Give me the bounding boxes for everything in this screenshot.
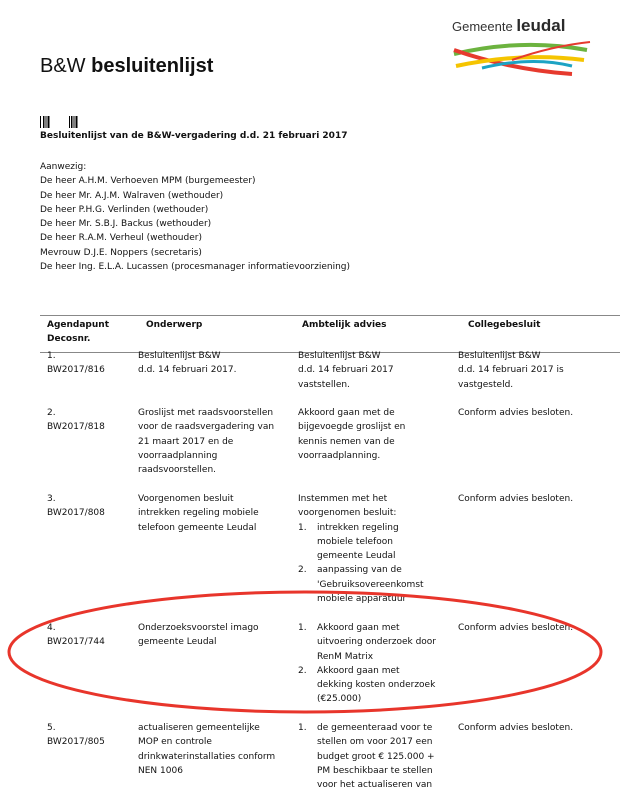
- cell-onderwerp: [138, 621, 259, 650]
- text-line: MOP en controle: [138, 737, 212, 748]
- text-line: mobiele telefoon: [317, 536, 393, 547]
- text-line: uitvoering onderzoek door: [317, 637, 437, 648]
- cell-advies: [298, 721, 435, 792]
- text-line: d.d. 14 februari 2017: [298, 365, 394, 376]
- text-line: Akkoord gaan met de: [298, 408, 395, 418]
- row-number: 5.: [47, 723, 56, 733]
- page-title: [40, 55, 213, 78]
- text-line: Conform advies besloten.: [458, 408, 574, 418]
- list-number: 2.: [298, 665, 307, 676]
- text-line: budget groot € 125.000 +: [317, 751, 435, 762]
- text-line: voor het actualiseren van: [317, 780, 433, 791]
- text-line: intrekken regeling mobiele: [138, 508, 259, 519]
- cell-advies: [298, 492, 424, 606]
- text-line: PM beschikbaar te stellen: [317, 765, 433, 776]
- header-onderwerp: Onderwerp: [146, 320, 203, 330]
- row-code: BW2017/744: [47, 637, 105, 648]
- document-subtitle: Besluitenlijst van de B&W-vergadering d.d. 21 februari 2017: [40, 131, 348, 141]
- cell-besluit: [458, 349, 564, 392]
- text-line: Conform advies besloten.: [458, 494, 574, 504]
- attendee: De heer Mr. S.B.J. Backus (wethouder): [40, 219, 212, 230]
- text-line: kennis nemen van de: [298, 436, 395, 447]
- row-code: BW2017/816: [47, 365, 105, 376]
- cell-besluit: [458, 406, 573, 420]
- text-line: voor de raadsvergadering van: [138, 422, 275, 433]
- row-number: 4.: [47, 623, 56, 633]
- text-line: dekking kosten onderzoek: [317, 680, 436, 691]
- text-line: de gemeenteraad voor te: [317, 723, 433, 733]
- cell-agendapunt: [47, 406, 105, 435]
- row-number: 1.: [47, 351, 56, 361]
- text-line: gemeente Leudal: [138, 637, 217, 648]
- cell-besluit: [458, 621, 573, 635]
- row-number: 2.: [47, 408, 56, 418]
- text-line: Groslijst met raadsvoorstellen: [138, 408, 274, 418]
- attendee: De heer P.H.G. Verlinden (wethouder): [40, 204, 209, 215]
- gemeente-leudal-logo: [452, 16, 592, 80]
- row-number: 3.: [47, 494, 56, 504]
- cell-advies: [298, 406, 405, 463]
- attendance-list: [40, 160, 350, 274]
- logo-text-regular: Gemeente: [452, 19, 513, 34]
- cell-agendapunt: [47, 349, 105, 378]
- text-line: vaststellen.: [298, 379, 350, 390]
- text-line: Akkoord gaan met: [317, 623, 400, 633]
- text-line: Besluitenlijst B&W: [298, 351, 381, 361]
- list-number: 1.: [298, 522, 307, 533]
- list-number: 2.: [298, 565, 307, 576]
- row-code: BW2017/808: [47, 508, 105, 519]
- attendee: De heer Mr. A.J.M. Walraven (wethouder): [40, 190, 224, 201]
- attendee: De heer R.A.M. Verheul (wethouder): [40, 233, 202, 244]
- text-line: 'Gebruiksovereenkomst: [317, 579, 424, 590]
- attendee: De heer Ing. E.L.A. Lucassen (procesmanager informatievoorziening): [40, 262, 351, 273]
- logo-swoosh-icon: [452, 40, 592, 80]
- logo-text-bold: leudal: [516, 16, 566, 35]
- attendance-label: Aanwezig:: [40, 162, 87, 172]
- title-bold: besluitenlijst: [91, 55, 214, 77]
- text-line: Conform advies besloten.: [458, 623, 574, 633]
- cell-besluit: [458, 721, 573, 735]
- header-advies: Ambtelijk advies: [302, 320, 387, 330]
- advice-list-item: [298, 563, 424, 606]
- cell-besluit: [458, 492, 573, 506]
- text-line: voorgenomen besluit:: [298, 508, 397, 519]
- text-line: aanpassing van de: [317, 565, 402, 576]
- text-line: NEN 1006: [138, 765, 183, 776]
- advice-list-item: [298, 621, 436, 664]
- text-line: Onderzoeksvoorstel imago: [138, 623, 259, 633]
- row-code: BW2017/818: [47, 422, 105, 433]
- header-agendapunt: [47, 318, 109, 347]
- cell-agendapunt: [47, 492, 105, 521]
- text-line: 21 maart 2017 en de: [138, 436, 234, 447]
- header-besluit: Collegebesluit: [468, 320, 541, 330]
- row-code: BW2017/805: [47, 737, 105, 748]
- advice-list-item: [298, 721, 435, 792]
- cell-onderwerp: [138, 349, 237, 378]
- text-line: gemeente Leudal: [317, 551, 396, 562]
- text-line: intrekken regeling: [317, 522, 399, 533]
- text-line: stellen om voor 2017 een: [317, 737, 433, 748]
- text-line: voorraadplanning: [138, 450, 218, 461]
- text-line: drinkwaterinstallaties conform: [138, 751, 276, 762]
- text-line: Besluitenlijst B&W: [458, 351, 541, 361]
- table-top-rule: [40, 315, 620, 316]
- barcode-icon: [40, 116, 80, 128]
- cell-onderwerp: [138, 406, 274, 477]
- text-line: Akkoord gaan met: [317, 665, 400, 676]
- header-decosnr-text: Decosnr.: [47, 334, 91, 345]
- header-agendapunt-text: Agendapunt: [47, 320, 109, 330]
- text-line: (€25.000): [317, 694, 362, 705]
- cell-agendapunt: [47, 621, 105, 650]
- text-line: bijgevoegde groslijst en: [298, 422, 406, 433]
- text-line: Conform advies besloten.: [458, 723, 574, 733]
- cell-onderwerp: [138, 492, 259, 535]
- cell-onderwerp: [138, 721, 275, 778]
- cell-advies: [298, 349, 394, 392]
- text-line: RenM Matrix: [317, 651, 374, 662]
- text-line: d.d. 14 februari 2017 is: [458, 365, 564, 376]
- attendee: Mevrouw D.J.E. Noppers (secretaris): [40, 247, 202, 258]
- advice-list-item: [298, 521, 424, 564]
- text-line: mobiele apparatuur: [317, 594, 407, 605]
- text-line: telefoon gemeente Leudal: [138, 522, 257, 533]
- attendee: De heer A.H.M. Verhoeven MPM (burgemeester): [40, 176, 256, 187]
- text-line: voorraadplanning.: [298, 450, 381, 461]
- text-line: vastgesteld.: [458, 379, 514, 390]
- text-line: d.d. 14 februari 2017.: [138, 365, 237, 376]
- title-regular: B&W: [40, 55, 86, 77]
- text-line: raadsvoorstellen.: [138, 465, 217, 476]
- list-number: 1.: [298, 723, 307, 733]
- text-line: Instemmen met het: [298, 494, 388, 504]
- text-line: Besluitenlijst B&W: [138, 351, 221, 361]
- text-line: actualiseren gemeentelijke: [138, 723, 260, 733]
- cell-agendapunt: [47, 721, 105, 750]
- list-number: 1.: [298, 623, 307, 633]
- advice-list-item: [298, 664, 436, 707]
- text-line: Voorgenomen besluit: [138, 494, 234, 504]
- cell-advies: [298, 621, 436, 707]
